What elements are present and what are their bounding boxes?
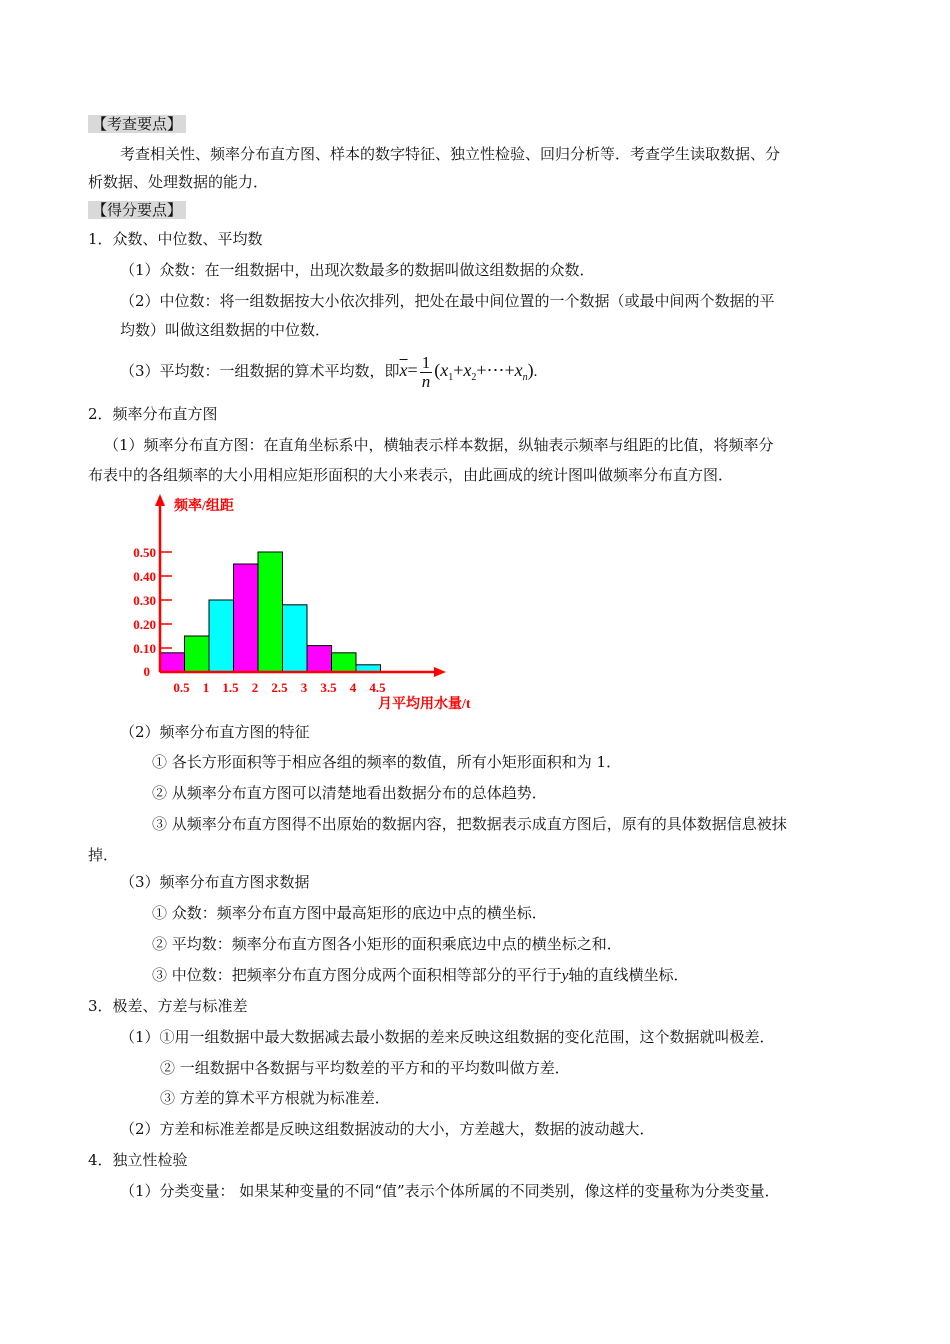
x-tick-label: 4 bbox=[349, 680, 357, 695]
item3-title: 3．极差、方差与标准差 bbox=[88, 997, 248, 1015]
item1-median-line1: （2）中位数：将一组数据按大小依次排列，把处在最中间位置的一个数据（或最中间两个数据的平 bbox=[120, 292, 775, 310]
item2-features-title: （2）频率分布直方图的特征 bbox=[120, 723, 310, 741]
histogram-bar bbox=[185, 636, 210, 672]
item1-mean bbox=[120, 346, 537, 402]
histogram-bars bbox=[160, 552, 381, 672]
y-tick-label: 0.30 bbox=[133, 593, 156, 608]
histogram-bar bbox=[332, 653, 357, 672]
mean-prefix: （3）平均数：一组数据的算术平均数，即 bbox=[120, 362, 400, 380]
exam-points-text-line2: 析数据、处理数据的能力． bbox=[88, 173, 269, 191]
histogram-bar bbox=[258, 552, 283, 672]
histogram-bar bbox=[283, 605, 308, 672]
x-tick-label: 3.5 bbox=[320, 680, 337, 695]
x-tick-label: 2 bbox=[251, 680, 259, 695]
histogram-bar bbox=[209, 600, 234, 672]
item3-p4: （2）方差和标准差都是反映这组数据波动的大小，方差越大，数据的波动越大． bbox=[120, 1120, 655, 1138]
histogram-bar bbox=[234, 564, 259, 672]
item2-feature1: ① 各长方形面积等于相应各组的频率的数值，所有小矩形面积和为 1． bbox=[152, 753, 622, 771]
x-tick-label: 1 bbox=[202, 680, 210, 695]
histogram-chart bbox=[120, 488, 500, 718]
item2-p1-line1: （1）频率分布直方图：在直角坐标系中，横轴表示样本数据，纵轴表示频率与组距的比值，将频率分 bbox=[104, 436, 774, 454]
mean-formula: $\overline{x}=$ $\frac{1}{n}$ $(x_1+x_2+\cdots+x_n)$. bbox=[399, 353, 538, 392]
section-header-exam-points: 【考查要点】 bbox=[88, 114, 186, 134]
origin-label: 0 bbox=[143, 664, 150, 679]
y-tick-label: 0.10 bbox=[133, 641, 156, 656]
exam-points-text-line1: 考查相关性、频率分布直方图、样本的数字特征、独立性检验、回归分析等．考查学生读取数据、分 bbox=[120, 145, 781, 163]
y-tick-label: 0.20 bbox=[133, 617, 156, 632]
item3-p2: ② 一组数据中各数据与平均数差的平方和的平均数叫做方差． bbox=[160, 1059, 570, 1077]
item2-calc3: ③ 中位数：把频率分布直方图分成两个面积相等部分的平行于y轴的直线横坐标． bbox=[152, 966, 689, 984]
x-tick-label: 4.5 bbox=[369, 680, 386, 695]
item4-title: 4．独立性检验 bbox=[88, 1151, 188, 1169]
item2-feature3-line1: ③ 从频率分布直方图得不出原始的数据内容，把数据表示成直方图后，原有的具体数据信息被抹 bbox=[152, 815, 787, 833]
histogram-bar bbox=[160, 653, 185, 672]
histogram-bar bbox=[307, 646, 332, 672]
x-tick-label: 2.5 bbox=[271, 680, 288, 695]
y-axis-label: 频率/组距 bbox=[174, 499, 234, 514]
item2-feature2: ② 从频率分布直方图可以清楚地看出数据分布的总体趋势． bbox=[152, 784, 547, 802]
item2-feature3-line2: 掉． bbox=[88, 846, 119, 864]
x-tick-label: 1.5 bbox=[222, 680, 239, 695]
x-tick-label: 0.5 bbox=[173, 680, 190, 695]
y-tick-label: 0.50 bbox=[133, 545, 156, 560]
x-axis-arrow bbox=[434, 667, 446, 677]
y-axis-arrow bbox=[155, 494, 165, 506]
item2-p1-line2: 布表中的各组频率的大小用相应矩形面积的大小来表示，由此画成的统计图叫做频率分布直方图． bbox=[88, 466, 734, 484]
item2-calc2: ② 平均数：频率分布直方图各小矩形的面积乘底边中点的横坐标之和． bbox=[152, 935, 622, 953]
item3-p1: （1）①用一组数据中最大数据减去最小数据的差来反映这组数据的变化范围，这个数据就叫极差． bbox=[120, 1028, 775, 1046]
item3-p3: ③ 方差的算术平方根就为标准差． bbox=[160, 1089, 390, 1107]
item4-p1: （1）分类变量： 如果某种变量的不同“值”表示个体所属的不同类别，像这样的变量称为分类变量． bbox=[120, 1182, 780, 1200]
item2-calc1: ① 众数：频率分布直方图中最高矩形的底边中点的横坐标． bbox=[152, 904, 547, 922]
item2-title: 2．频率分布直方图 bbox=[88, 405, 218, 423]
x-tick-label: 3 bbox=[300, 680, 308, 695]
y-tick-label: 0.40 bbox=[133, 569, 156, 584]
item2-calc-title: （3）频率分布直方图求数据 bbox=[120, 873, 310, 891]
item1-mode: （1）众数：在一组数据中，出现次数最多的数据叫做这组数据的众数． bbox=[120, 261, 595, 279]
item1-title: 1．众数、中位数、平均数 bbox=[88, 230, 263, 248]
item1-median-line2: 均数）叫做这组数据的中位数． bbox=[120, 321, 331, 339]
section-header-scoring-points: 【得分要点】 bbox=[88, 200, 186, 220]
x-axis-label: 月平均用水量/t bbox=[378, 697, 471, 712]
